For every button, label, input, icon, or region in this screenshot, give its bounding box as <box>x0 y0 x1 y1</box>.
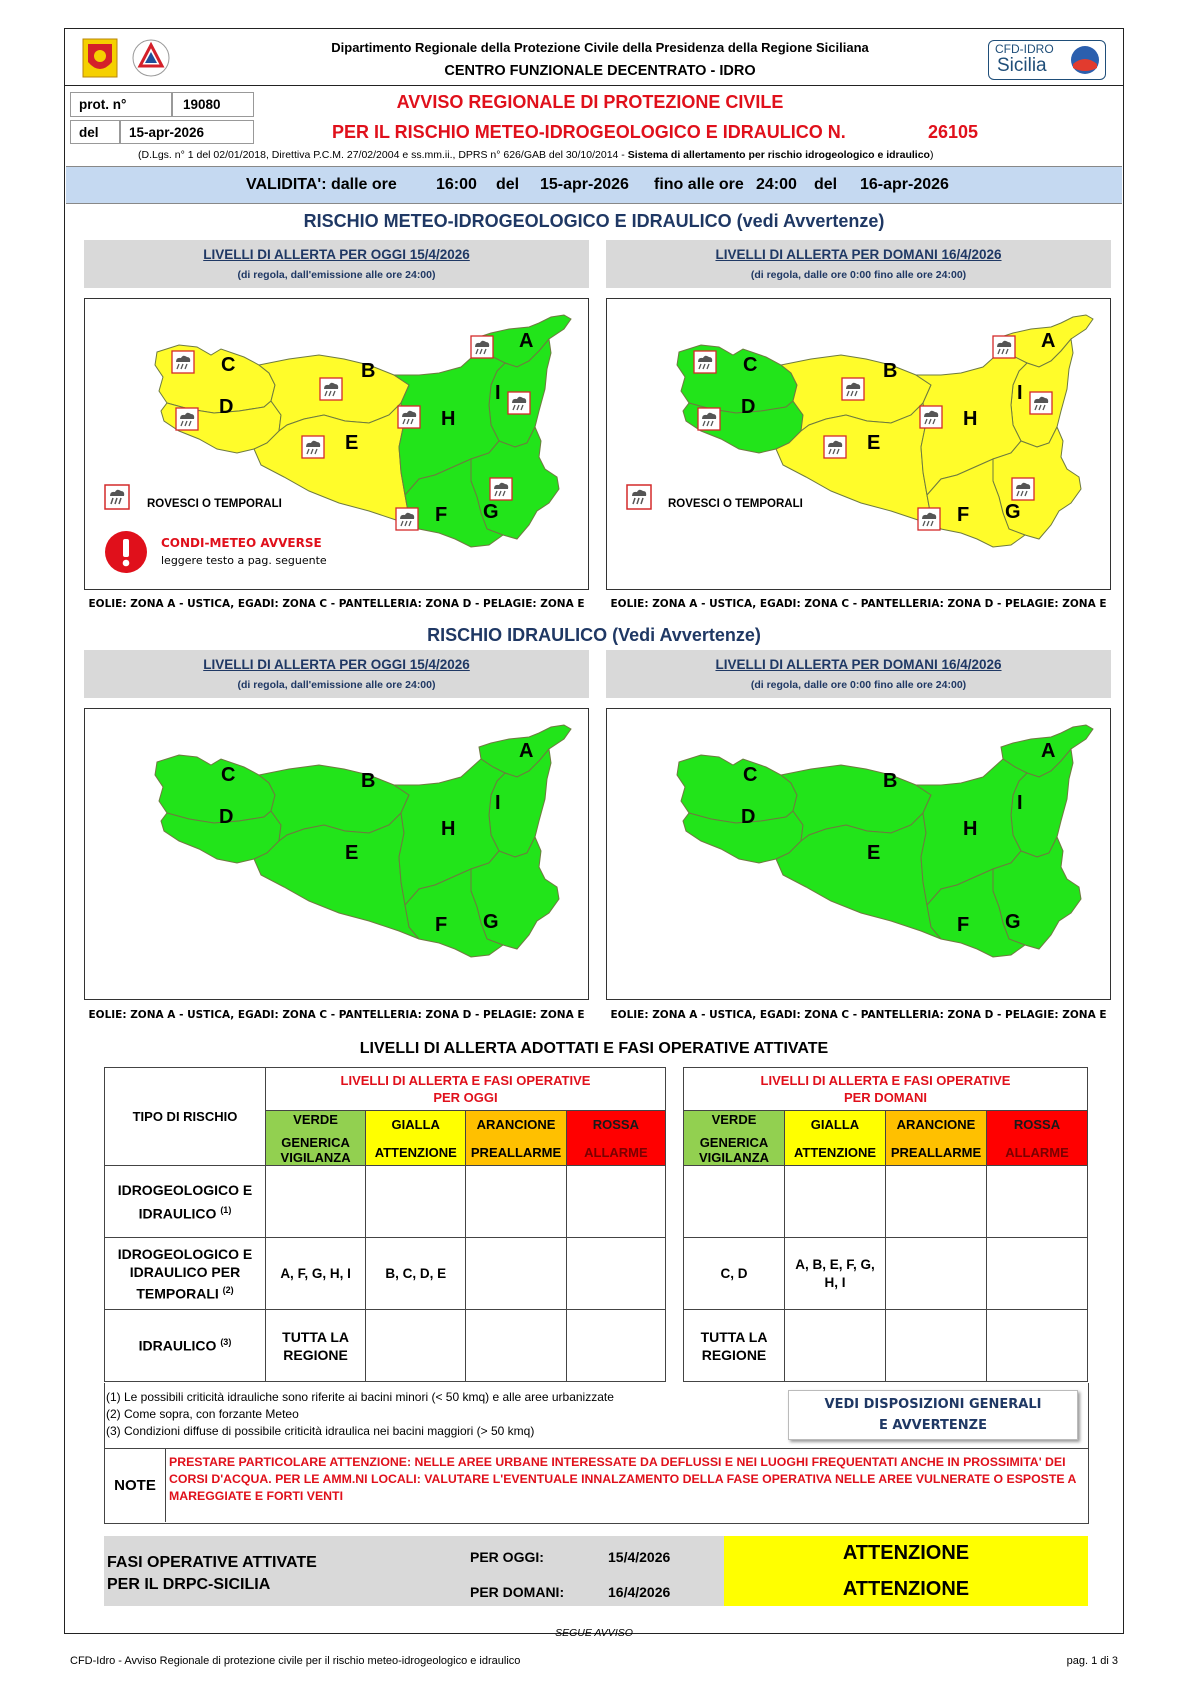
fasi-oggi-date: 15/4/2026 <box>608 1549 671 1565</box>
validity-until-date: 16-apr-2026 <box>860 176 949 193</box>
zone-label-G: G <box>483 911 499 933</box>
zone-label-B: B <box>361 770 376 792</box>
note-text: PRESTARE PARTICOLARE ATTENZIONE: NELLE AREE URBANE INTERESSATE DA DEFLUSSI E NEI LUOGHI FREQUENTATI ANCHE IN PROSSIMITA' DEI CORSI D'ACQUA. PER LE AMM.NI LOCALI: VALUTARE L'EVENTUALE INNALZAMENTO DELLA FASE OPERATIVA NELLE AREE VULNERATE O ESPOSTE A MAREGGIATE E FORTI VENTI <box>169 1455 1076 1503</box>
prot-label: prot. n° <box>70 92 172 117</box>
zone-label-F: F <box>435 914 448 936</box>
centro-name: CENTRO FUNZIONALE DECENTRATO - IDRO <box>444 63 756 79</box>
sicily-map-svg <box>85 709 588 999</box>
fasi-oggi-label: PER OGGI: <box>470 1549 544 1565</box>
fasi-domani-label: PER DOMANI: <box>470 1584 565 1600</box>
domani-header: LIVELLI DI ALLERTA E FASI OPERATIVE PER DOMANI <box>684 1068 1088 1111</box>
zone-label-B: B <box>361 360 376 382</box>
zone-label-C: C <box>743 354 758 376</box>
storm-icon-zone-F <box>396 508 418 530</box>
storm-icon-zone-B <box>320 378 342 400</box>
zone-label-G: G <box>483 501 499 523</box>
storm-icon-zone-H <box>398 406 420 428</box>
map-idraulico-today <box>84 708 589 1000</box>
meteo-today-sub: (di regola, dall'emissione alle ore 24:00) <box>237 269 436 281</box>
cfd-idro-logo <box>988 40 1106 80</box>
zone-label-C: C <box>221 764 236 786</box>
storm-icon-zone-G <box>490 478 512 500</box>
tipo-header: TIPO DI RISCHIO <box>105 1068 266 1166</box>
logo-bottom-text: Sicilia <box>997 55 1047 76</box>
storm-icon-zone-A <box>471 336 493 358</box>
zone-label-A: A <box>519 330 534 352</box>
fasi-domani-date: 16/4/2026 <box>608 1584 671 1600</box>
cell-tomorrow-r0-gialla <box>785 1166 886 1238</box>
storm-icon-zone-F <box>918 508 940 530</box>
warning-icon <box>104 530 148 579</box>
level-arancione-tomorrow: ARANCIONE PREALLARME <box>886 1111 987 1166</box>
meteo-tomorrow-title: LIVELLI DI ALLERTA PER DOMANI 16/4/2026 <box>715 247 1002 262</box>
zone-label-I: I <box>1017 382 1023 404</box>
footer-left: CFD-Idro - Avviso Regionale di protezione civile per il rischio meteo-idrogeologico e idraulico <box>70 1655 521 1667</box>
zone-label-G: G <box>1005 911 1021 933</box>
storm-icon-zone-C <box>172 351 194 373</box>
storm-icon-zone-H <box>920 406 942 428</box>
cell-today-r0-arancione <box>466 1166 567 1238</box>
zone-label-E: E <box>345 432 359 454</box>
idr-today-header <box>84 650 589 698</box>
logo-top-text: CFD-IDRO <box>995 42 1054 56</box>
zone-label-B: B <box>883 360 898 382</box>
zone-label-C: C <box>743 764 758 786</box>
validity-from-date: 15-apr-2026 <box>540 176 629 193</box>
validity-bar <box>66 166 1122 204</box>
footnotes: (1) Le possibili criticità idrauliche sono riferite ai bacini minori (< 50 kmq) e alle aree urbanizzate (2) Come sopra, con forzante Meteo (3) Condizioni diffuse di possibile criticità idraulica nei bacini maggiori (> 50 kmq) <box>106 1390 614 1438</box>
zone-label-I: I <box>495 382 501 404</box>
idr-today-sub: (di regola, dall'emissione alle ore 24:00) <box>237 679 436 691</box>
validity-until-label: fino alle ore <box>654 176 744 193</box>
level-rossa-today: ROSSA ALLARME <box>566 1111 665 1166</box>
cell-tomorrow-r2-gialla <box>785 1310 886 1382</box>
footer-page: pag. 1 di 3 <box>1066 1655 1118 1667</box>
legend-storm-text-tomorrow: ROVESCI O TEMPORALI <box>668 498 803 510</box>
fasi-value-box <box>724 1536 1088 1606</box>
validity-until-time: 24:00 <box>756 176 797 193</box>
zone-label-H: H <box>441 408 456 430</box>
zone-label-H: H <box>963 818 978 840</box>
cell-tomorrow-r1-arancione <box>886 1238 987 1310</box>
zone-C <box>677 755 797 823</box>
section-idraulico-title: RISCHIO IDRAULICO (Vedi Avvertenze) <box>427 625 761 645</box>
level-gialla-tomorrow: GIALLA ATTENZIONE <box>785 1111 886 1166</box>
cell-today-r2-rossa <box>566 1310 665 1382</box>
storm-icon-zone-B <box>842 378 864 400</box>
meteo-tomorrow-islands: EOLIE: ZONA A - USTICA, EGADI: ZONA C - PANTELLERIA: ZONA D - PELAGIE: ZONA E <box>610 598 1107 610</box>
legal-reference: (D.Lgs. n° 1 del 02/01/2018, Direttiva P.C.M. 27/02/2004 e ss.mm.ii., DPRS n° 626/GAB del 30/10/2014 - Sistema di allertamento per rischio idrogeologico e idraulico) <box>138 149 934 161</box>
storm-icon-zone-I <box>1030 392 1052 414</box>
level-rossa-tomorrow: ROSSA ALLARME <box>987 1111 1088 1166</box>
dept-name: Dipartimento Regionale della Protezione Civile della Presidenza della Regione Siciliana <box>331 40 869 55</box>
zone-label-H: H <box>963 408 978 430</box>
zone-label-B: B <box>883 770 898 792</box>
meteo-tomorrow-header <box>606 240 1111 288</box>
cell-tomorrow-r0-rossa <box>987 1166 1088 1238</box>
validity-del-2: del <box>814 176 838 193</box>
cell-tomorrow-r2-arancione <box>886 1310 987 1382</box>
cell-today-r2-arancione <box>466 1310 567 1382</box>
row-temporali: IDROGEOLOGICO E IDRAULICO PER TEMPORALI $^{(2)}$ <box>105 1238 266 1310</box>
idr-tomorrow-sub: (di regola, dalle ore 0:00 fino alle ore 24:00) <box>750 679 967 691</box>
del-label: del <box>70 120 120 144</box>
zone-label-G: G <box>1005 501 1021 523</box>
zone-label-I: I <box>495 792 501 814</box>
cell-tomorrow-r0-verde <box>684 1166 785 1238</box>
map-meteo-tomorrow <box>606 298 1111 590</box>
cell-today-r2-verde: TUTTA LA REGIONE <box>265 1310 365 1382</box>
sicily-map-svg <box>607 299 1110 589</box>
sicily-logo <box>82 38 118 78</box>
meteo-today-header <box>84 240 589 288</box>
level-verde-tomorrow: VERDE GENERICA VIGILANZA <box>684 1111 785 1166</box>
avviso-title-1: AVVISO REGIONALE DI PROTEZIONE CIVILE <box>396 92 784 112</box>
cell-today-r0-verde <box>265 1166 365 1238</box>
cell-today-r1-arancione <box>466 1238 567 1310</box>
cell-tomorrow-r2-rossa <box>987 1310 1088 1382</box>
storm-icon-zone-G <box>1012 478 1034 500</box>
fasi-oggi-value: ATTENZIONE <box>842 1542 970 1564</box>
globe-icon <box>1069 44 1101 76</box>
zone-C <box>155 755 275 823</box>
zone-label-F: F <box>435 504 448 526</box>
fasi-label-1: FASI OPERATIVE ATTIVATE <box>107 1554 317 1571</box>
level-gialla-today: GIALLA ATTENZIONE <box>366 1111 466 1166</box>
storm-icon-zone-C <box>694 351 716 373</box>
storm-icon-zone-I <box>508 392 530 414</box>
meteo-tomorrow-sub: (di regola, dalle ore 0:00 fino alle ore 24:00) <box>750 269 967 281</box>
cell-tomorrow-r2-verde: TUTTA LA REGIONE <box>684 1310 785 1382</box>
cell-today-r1-rossa <box>566 1238 665 1310</box>
avviso-title-2: PER IL RISCHIO METEO-IDROGEOLOGICO E IDRAULICO N. <box>332 122 846 142</box>
risk-table-today <box>104 1067 666 1382</box>
zone-label-D: D <box>219 396 234 418</box>
storm-icon-zone-D <box>698 408 720 430</box>
meteo-today-islands: EOLIE: ZONA A - USTICA, EGADI: ZONA C - PANTELLERIA: ZONA D - PELAGIE: ZONA E <box>88 598 585 610</box>
zone-label-A: A <box>519 740 534 762</box>
legend-storm-text-today: ROVESCI O TEMPORALI <box>147 498 282 510</box>
legend-adverse-title: CONDI-METEO AVVERSE <box>161 536 322 550</box>
map-meteo-today <box>84 298 589 590</box>
row-idrogeologico: IDROGEOLOGICO E IDRAULICO $^{(1)}$ <box>105 1166 266 1238</box>
storm-icon-zone-A <box>993 336 1015 358</box>
cell-today-r2-gialla <box>366 1310 466 1382</box>
zone-label-C: C <box>221 354 236 376</box>
idr-tomorrow-islands: EOLIE: ZONA A - USTICA, EGADI: ZONA C - PANTELLERIA: ZONA D - PELAGIE: ZONA E <box>610 1009 1107 1021</box>
zone-label-E: E <box>867 842 881 864</box>
validity-from-time: 16:00 <box>436 176 477 193</box>
header-divider <box>64 85 1124 86</box>
zone-label-A: A <box>1041 330 1056 352</box>
zone-label-E: E <box>345 842 359 864</box>
validity-label: VALIDITA': dalle ore <box>246 176 397 193</box>
prot-value: 19080 <box>172 92 254 117</box>
zone-label-A: A <box>1041 740 1056 762</box>
fasi-label-2: PER IL DRPC-SICILIA <box>107 1576 271 1593</box>
legend-adverse-sub: leggere testo a pag. seguente <box>161 554 327 567</box>
note-label: NOTE <box>105 1449 166 1522</box>
sicily-map-svg <box>607 709 1110 999</box>
level-verde-today: VERDE GENERICA VIGILANZA <box>265 1111 365 1166</box>
section-meteo-title: RISCHIO METEO-IDROGEOLOGICO E IDRAULICO (vedi Avvertenze) <box>303 211 885 231</box>
oggi-header: LIVELLI DI ALLERTA E FASI OPERATIVE PER OGGI <box>265 1068 665 1111</box>
row-idraulico: IDRAULICO $^{(3)}$ <box>105 1310 266 1382</box>
table-title: LIVELLI DI ALLERTA ADOTTATI E FASI OPERATIVE ATTIVATE <box>359 1040 829 1057</box>
zone-label-I: I <box>1017 792 1023 814</box>
storm-icon-zone-E <box>302 436 324 458</box>
zone-label-E: E <box>867 432 881 454</box>
meteo-today-title: LIVELLI DI ALLERTA PER OGGI 15/4/2026 <box>203 247 470 262</box>
protezione-civile-logo <box>130 38 172 78</box>
level-arancione-today: ARANCIONE PREALLARME <box>466 1111 567 1166</box>
idr-tomorrow-header <box>606 650 1111 698</box>
cell-today-r0-gialla <box>366 1166 466 1238</box>
risk-table-tomorrow <box>683 1067 1088 1382</box>
cell-tomorrow-r1-gialla: A, B, E, F, G, H, I <box>785 1238 886 1310</box>
idr-tomorrow-title: LIVELLI DI ALLERTA PER DOMANI 16/4/2026 <box>715 657 1002 672</box>
cell-today-r0-rossa <box>566 1166 665 1238</box>
disposizioni-button[interactable]: VEDI DISPOSIZIONI GENERALI E AVVERTENZE <box>788 1390 1078 1440</box>
cell-tomorrow-r1-verde: C, D <box>684 1238 785 1310</box>
del-value: 15-apr-2026 <box>120 120 254 144</box>
cell-today-r1-gialla: B, C, D, E <box>366 1238 466 1310</box>
zone-label-F: F <box>957 504 970 526</box>
validity-del-1: del <box>496 176 520 193</box>
map-idraulico-tomorrow <box>606 708 1111 1000</box>
zone-label-H: H <box>441 818 456 840</box>
zone-label-D: D <box>741 396 756 418</box>
legend-storm-icon-today <box>104 484 130 515</box>
idr-today-islands: EOLIE: ZONA A - USTICA, EGADI: ZONA C - PANTELLERIA: ZONA D - PELAGIE: ZONA E <box>88 1009 585 1021</box>
zone-label-D: D <box>741 806 756 828</box>
zone-label-F: F <box>957 914 970 936</box>
legend-storm-icon-tomorrow <box>626 484 652 515</box>
avviso-number: 26105 <box>928 122 979 142</box>
cell-tomorrow-r1-rossa <box>987 1238 1088 1310</box>
fasi-domani-value: ATTENZIONE <box>842 1578 970 1600</box>
storm-icon-zone-D <box>176 408 198 430</box>
storm-icon-zone-E <box>824 436 846 458</box>
segue-avviso: SEGUE AVVISO <box>555 1627 633 1639</box>
zone-label-D: D <box>219 806 234 828</box>
idr-today-title: LIVELLI DI ALLERTA PER OGGI 15/4/2026 <box>203 657 470 672</box>
fasi-box <box>104 1536 724 1606</box>
note-box <box>104 1448 1089 1524</box>
cell-today-r1-verde: A, F, G, H, I <box>265 1238 365 1310</box>
cell-tomorrow-r0-arancione <box>886 1166 987 1238</box>
